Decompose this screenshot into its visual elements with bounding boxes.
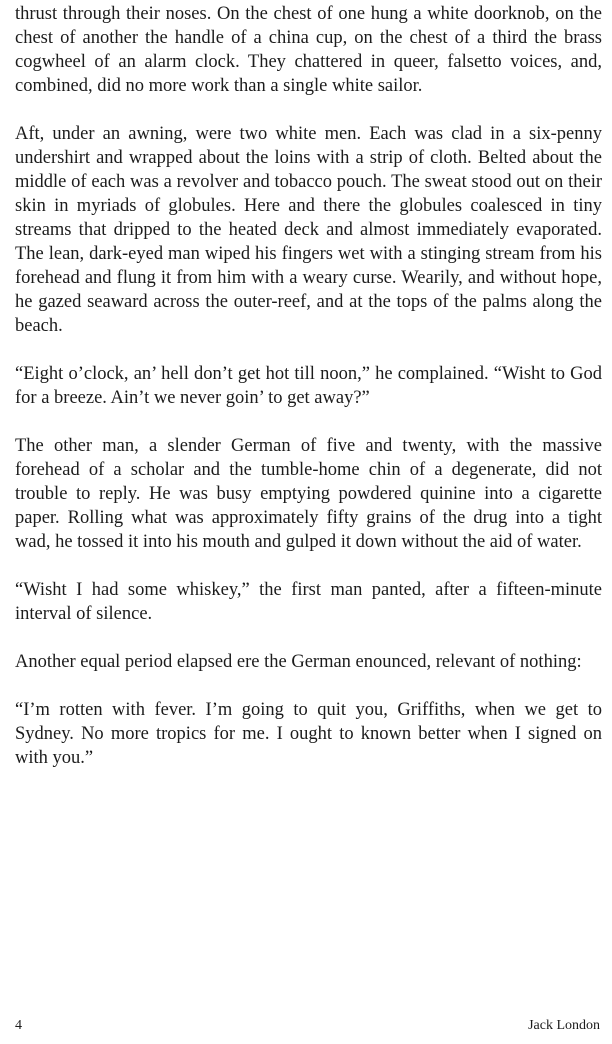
paragraph-4: The other man, a slender German of five and twenty, with the massive forehead of a scholar and the tumble-home chin of a degenerate, did not trouble to reply. He was busy emptying powdered quinine into a cigarette paper. Rolling what was approximately fifty grains of the drug into a tight wad, he tossed it into his mouth and gulped it down without the aid of water. [15,436,602,552]
paragraph-7: “I’m rotten with fever. I’m going to quit you, Griffiths, when we get to Sydney. No more tropics for me. I ought to known better when I signed on with you.” [15,700,602,768]
body-text [15,2,602,794]
paragraph-2: Aft, under an awning, were two white men. Each was clad in a six-penny undershirt and wrapped about the loins with a strip of cloth. Belted about the middle of each was a revolver and tobacco pouch. The sweat stood out on their skin in myriads of globules. Here and there the globules coalesced in tiny streams that dripped to the heated deck and almost immediately evaporated. The lean, dark-eyed man wiped his fingers wet with a stinging stream from his forehead and flung it from him with a weary curse. Wearily, and without hope, he gazed seaward across the outer-reef, and at the tops of the palms along the beach. [15,124,602,336]
paragraph-1: thrust through their noses. On the chest of one hung a white doorknob, on the chest of another the handle of a china cup, on the chest of a third the brass cogwheel of an alarm clock. They chattered in queer, falsetto voices, and, combined, did no more work than a single white sailor. [15,4,602,96]
page-number: 4 [15,1018,22,1033]
paragraph-5: “Wisht I had some whiskey,” the first man panted, after a fifteen-minute interval of silence. [15,580,602,624]
running-footer-author: Jack London [528,1018,600,1033]
paragraph-3: “Eight o’clock, an’ hell don’t get hot till noon,” he complained. “Wisht to God for a breeze. Ain’t we never goin’ to get away?” [15,364,602,408]
page-footer [15,1016,600,1036]
paragraph-6: Another equal period elapsed ere the German enounced, relevant of nothing: [15,652,582,672]
